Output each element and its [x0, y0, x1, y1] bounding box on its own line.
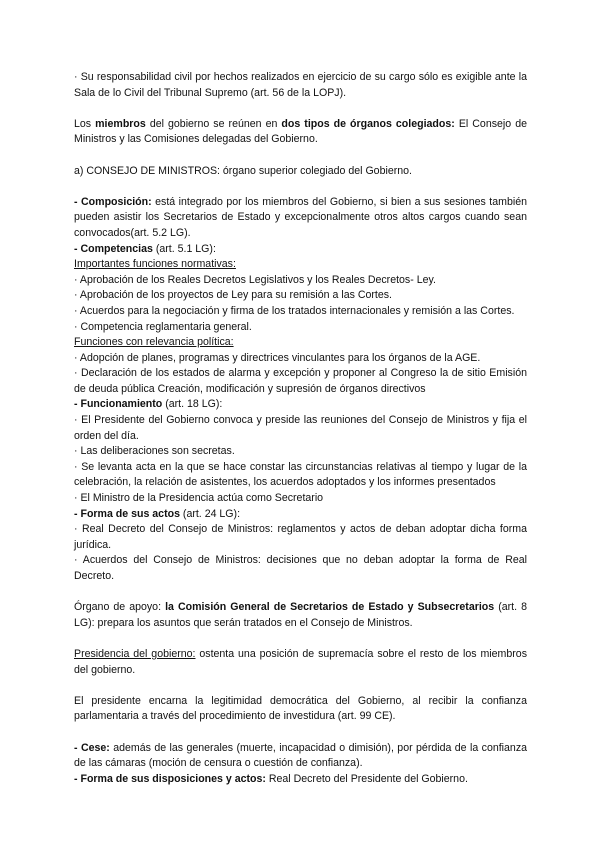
text: Real Decreto del Presidente del Gobierno.: [265, 772, 468, 785]
label: - Forma de sus disposiciones y actos:: [74, 772, 266, 785]
bold-text: miembros: [95, 117, 146, 130]
list-item: · El Presidente del Gobierno convoca y preside las reuniones del Consejo de Ministros y fija el orden del día.: [74, 414, 527, 442]
paragraph-cese: [74, 741, 527, 772]
underlined-text: Importantes funciones normativas:: [74, 258, 236, 271]
list-item: · El Ministro de la Presidencia actúa como Secretario: [74, 492, 324, 505]
subheading-normativas: [74, 257, 527, 273]
list-item: · Las deliberaciones son secretas.: [74, 445, 235, 458]
list-item: · Competencia reglamentaria general.: [74, 320, 252, 333]
text: Órgano de apoyo:: [74, 601, 166, 614]
list-item: · Aprobación de los proyectos de Ley para su remisión a las Cortes.: [74, 289, 392, 302]
paragraph-responsabilidad-civil: · Su responsabilidad civil por hechos realizados en ejercicio de su cargo sólo es exigible ante la Sala de lo Civil del Tribunal Supremo (art. 56 de la LOPJ).: [74, 71, 527, 99]
paragraph-disposiciones: [74, 772, 527, 788]
list-item: · Se levanta acta en la que se hace constar las circunstancias relativas al tiempo y lugar de la celebración, la relación de asistentes, los acuerdos adoptados y los informes presentados: [74, 460, 527, 489]
text: ostenta una posición de supremacía sobre el resto de los miembros del gobierno.: [74, 647, 527, 676]
text: Los: [74, 117, 96, 130]
list-item: · Adopción de planes, programas y directrices vinculantes para los órganos de la AGE.: [74, 351, 481, 364]
document-page: [74, 70, 527, 787]
section-heading-consejo: a) CONSEJO DE MINISTROS: órgano superior colegiado del Gobierno.: [74, 164, 412, 177]
paragraph-composicion: [74, 195, 527, 242]
list-item: · Aprobación de los Reales Decretos Legislativos y los Reales Decretos- Ley.: [74, 273, 436, 286]
paragraph-competencias: [74, 242, 527, 258]
text: además de las generales (muerte, incapacidad o dimisión), por pérdida de la confianza de las cámaras (moción de censura o cuestión de confianza).: [74, 741, 528, 770]
list-item: · Acuerdos para la negociación y firma de los tratados internacionales y remisión a las Cortes.: [74, 304, 515, 317]
bold-text: la Comisión General de Secretarios de Estado y Subsecretarios: [165, 601, 495, 614]
underlined-text: Presidencia del gobierno:: [74, 647, 196, 660]
list-item: · Real Decreto del Consejo de Ministros: reglamentos y actos de deban adoptar dicha forma jurídica.: [74, 523, 527, 551]
paragraph-organo-apoyo: [74, 600, 527, 631]
text: del gobierno se reúnen en: [145, 117, 282, 130]
text: (art. 18 LG):: [162, 398, 223, 411]
label: - Funcionamiento: [74, 398, 163, 411]
text: (art. 24 LG):: [179, 507, 241, 520]
text: (art. 5.1 LG):: [152, 242, 216, 255]
label: - Composición:: [74, 195, 152, 208]
subheading-politica: [74, 335, 527, 351]
bold-text: dos tipos de órganos colegiados:: [281, 117, 455, 130]
paragraph-presidente: El presidente encarna la legitimidad democrática del Gobierno, al recibir la confianza parlamentaria a través del procedimiento de investidura (art. 99 CE).: [74, 694, 527, 723]
paragraph-forma-actos: [74, 507, 527, 523]
list-item: · Declaración de los estados de alarma y excepción y proponer al Congreso la de sitio Emisión de deuda pública Creación, modificación y supresión de órganos directivos: [74, 367, 527, 395]
paragraph-organos-colegiados: [74, 117, 527, 148]
paragraph-funcionamiento: [74, 397, 527, 413]
text: El Consejo de Ministros y las Comisiones delegadas del Gobierno.: [74, 117, 527, 146]
text: está integrado por los miembros del Gobierno, si bien a sus sesiones también pueden asistir los Secretarios de Estado y excepcionalmente otros altos cargos cuando sean convocados(art. 5.2 LG).: [74, 195, 527, 239]
label: - Cese:: [74, 741, 110, 754]
text: (art. 8 LG): prepara los asuntos que serán tratados en el Consejo de Ministros.: [74, 601, 527, 629]
list-item: · Acuerdos del Consejo de Ministros: decisiones que no deban adoptar la forma de Real Decreto.: [74, 554, 527, 582]
label: - Forma de sus actos: [74, 507, 180, 520]
underlined-text: Funciones con relevancia política:: [74, 336, 234, 349]
paragraph-presidencia: [74, 647, 527, 678]
label: - Competencias: [74, 242, 153, 255]
